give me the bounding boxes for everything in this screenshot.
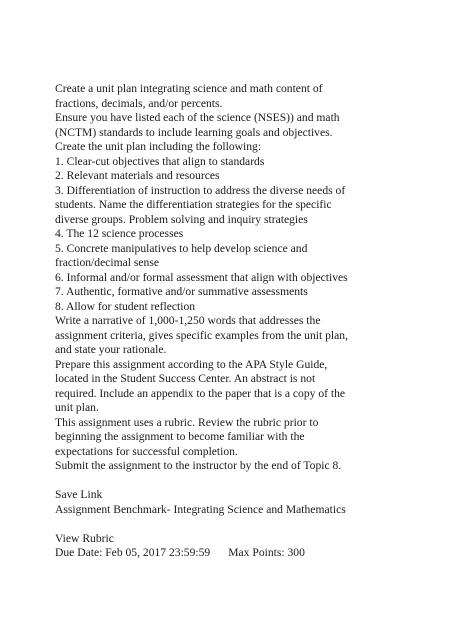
text-line: Ensure you have listed each of the science (NSES)) and math <box>55 111 340 124</box>
text-line: Prepare this assignment according to the APA Style Guide, <box>55 357 328 371</box>
text-line: diverse groups. Problem solving and inquiry strategies <box>55 212 308 226</box>
max-points: Max Points: 300 <box>228 546 305 559</box>
text-line: Submit the assignment to the instructor by the end of Topic 8. <box>55 459 342 472</box>
text-line: unit plan. <box>55 401 99 414</box>
text-line: required. Include an appendix to the paper that is a copy of the <box>55 386 346 400</box>
list-item: 3. Differentiation of instruction to address the diverse needs of <box>55 183 346 197</box>
list-item: 7. Authentic, formative and/or summative assessments <box>55 285 308 298</box>
due-row <box>55 546 447 561</box>
text-line: fractions, decimals, and/or percents. <box>55 96 223 110</box>
text-line: (NCTM) standards to include learning goals and objectives. <box>55 125 333 139</box>
due-date: Due Date: Feb 05, 2017 23:59:59 <box>55 546 211 559</box>
text-line: and state your rationale. <box>55 343 167 356</box>
text-line: Create the unit plan including the following: <box>55 140 262 153</box>
save-link[interactable]: Save Link <box>55 488 103 501</box>
text-line: This assignment uses a rubric. Review the rubric prior to <box>55 415 319 429</box>
text-line: fraction/decimal sense <box>55 256 159 269</box>
list-item: 6. Informal and/or formal assessment that align with objectives <box>55 270 348 284</box>
assignment-title: Assignment Benchmark- Integrating Science and Mathematics <box>55 502 346 516</box>
text-line: beginning the assignment to become familiar with the <box>55 430 305 443</box>
text-line: students. Name the differentiation strategies for the specific <box>55 198 332 211</box>
spacer <box>55 474 447 489</box>
text-line: Create a unit plan integrating science and math content of <box>55 82 323 95</box>
view-rubric-link[interactable]: View Rubric <box>55 531 114 545</box>
text-line: Write a narrative of 1,000-1,250 words that addresses the <box>55 314 321 327</box>
spacer <box>55 517 447 532</box>
list-item: 8. Allow for student reflection <box>55 299 196 313</box>
document-body <box>55 82 447 561</box>
text-line: assignment criteria, gives specific examples from the unit plan, <box>55 328 348 342</box>
text-line: expectations for successful completion. <box>55 444 238 458</box>
text-line: located in the Student Success Center. An abstract is not <box>55 372 316 385</box>
list-item: 1. Clear-cut objectives that align to standards <box>55 154 265 168</box>
instructions-text <box>55 82 447 474</box>
list-item: 5. Concrete manipulatives to help develop science and <box>55 241 308 255</box>
list-item: 2. Relevant materials and resources <box>55 169 220 182</box>
list-item: 4. The 12 science processes <box>55 227 184 240</box>
